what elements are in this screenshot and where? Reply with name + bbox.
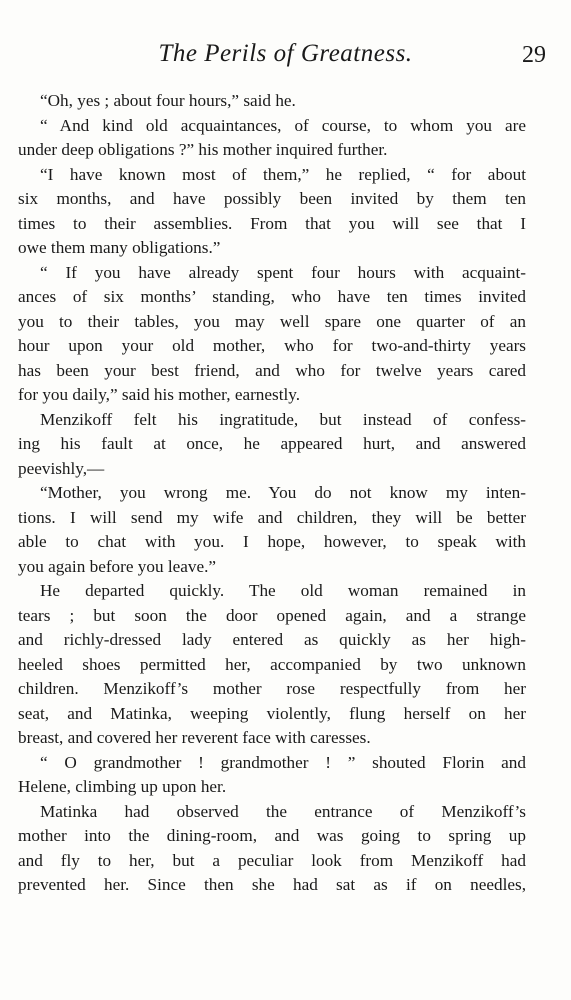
text-line: “ O grandmother ! grandmother ! ” shouted Florin and: [40, 752, 526, 772]
text-line: children. Menzikoff’s mother rose respectfully from her: [18, 679, 526, 698]
text-line: ing his fault at once, he appeared hurt, and answered: [18, 434, 526, 453]
text-line: seat, and Matinka, weeping violently, flung herself on her: [18, 703, 526, 723]
text-line: Helene, climbing up upon her.: [18, 777, 227, 796]
text-line: and richly-dressed lady entered as quickly as her high-: [18, 630, 526, 649]
text-line: able to chat with you. I hope, however, to speak with: [18, 532, 526, 551]
text-line: under deep obligations ?” his mother inquired further.: [18, 140, 388, 159]
text-line: owe them many obligations.”: [18, 238, 221, 257]
text-line: He departed quickly. The old woman remained in: [40, 581, 526, 600]
text-line: “ If you have already spent four hours with acquaint-: [40, 262, 526, 282]
text-line: breast, and covered her reverent face with caresses.: [18, 728, 371, 747]
text-line: Menzikoff felt his ingratitude, but instead of confess-: [40, 409, 526, 429]
text-line: six months, and have possibly been invited by them ten: [18, 189, 526, 208]
running-title: The Perils of Greatness.: [158, 40, 413, 67]
text-line: mother into the dining-room, and was going to spring up: [18, 826, 526, 845]
text-line: “Mother, you wrong me. You do not know my inten-: [40, 483, 526, 502]
text-line: you again before you leave.”: [18, 556, 217, 576]
page-number: 29: [522, 42, 546, 68]
text-line: “I have known most of them,” he replied, “ for about: [40, 164, 526, 184]
text-line: and fly to her, but a peculiar look from Menzikoff had: [18, 850, 526, 870]
text-line: times to their assemblies. From that you will see that I: [18, 213, 526, 233]
text-line: tears ; but soon the door opened again, and a strange: [18, 605, 526, 625]
text-line: Matinka had observed the entrance of Menzikoff’s: [40, 801, 526, 821]
text-line: for you daily,” said his mother, earnestly.: [18, 385, 301, 404]
text-line: hour upon your old mother, who for two-and-thirty years: [18, 336, 526, 355]
text-line: ances of six months’ standing, who have ten times invited: [18, 287, 526, 306]
text-line: has been your best friend, and who for twelve years cared: [18, 360, 526, 380]
body-text: [18, 89, 526, 898]
text-line: tions. I will send my wife and children, they will be better: [18, 507, 526, 527]
text-line: heeled shoes permitted her, accompanied by two unknown: [18, 654, 526, 674]
text-line: “ And kind old acquaintances, of course, to whom you are: [40, 115, 526, 135]
text-line: “Oh, yes ; about four hours,” said he.: [40, 91, 296, 110]
running-header: [20, 40, 551, 76]
text-line: prevented her. Since then she had sat as if on needles,: [18, 875, 526, 894]
text-line: you to their tables, you may well spare one quarter of an: [18, 311, 526, 331]
text-line: peevishly,—: [18, 458, 105, 478]
